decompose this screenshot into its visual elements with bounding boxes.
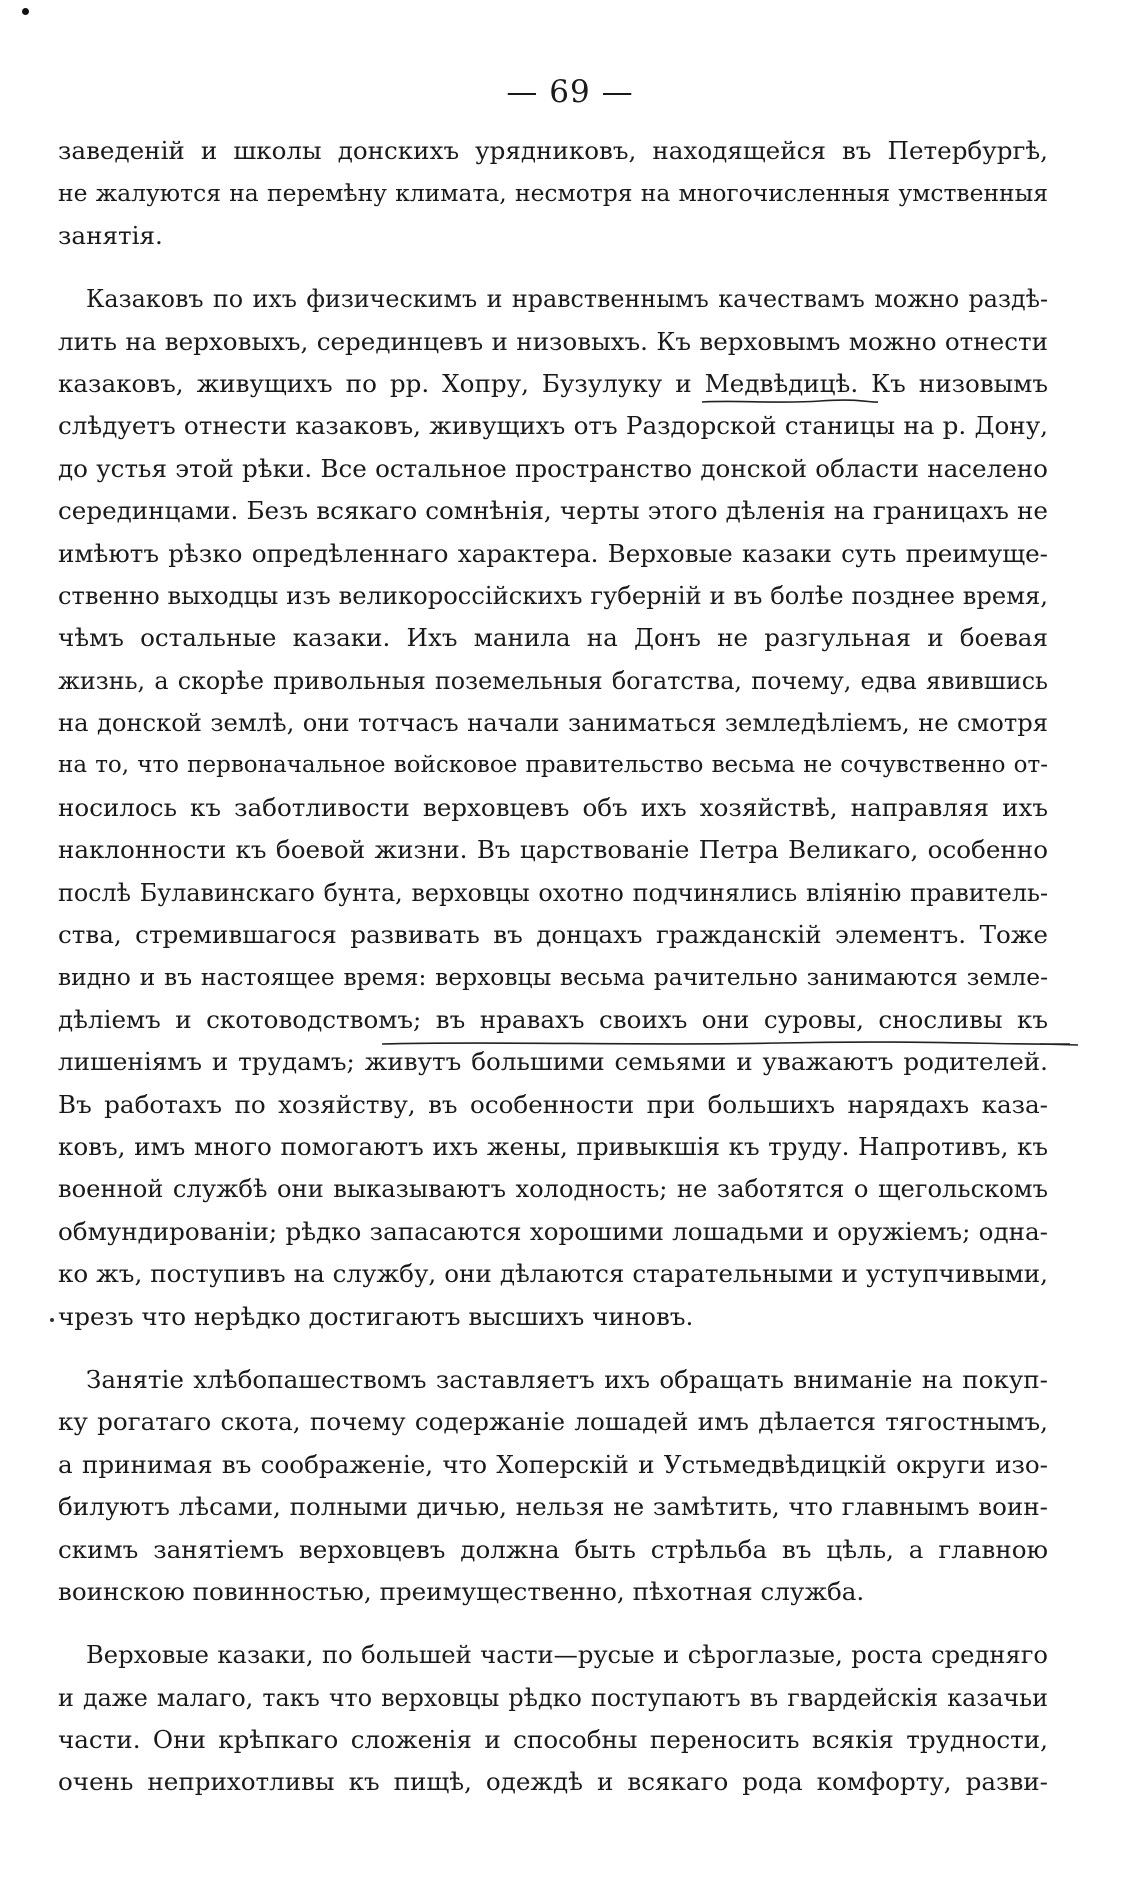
paragraph-2 <box>58 278 1048 1338</box>
page-number: — 69 — <box>506 74 634 110</box>
text-line: чѣмъ остальные казаки. Ихъ манила на Донъ не разгульная и боевая <box>58 623 1048 653</box>
text-line: на то, что первоначальное войсковое правительство весьма не сочувственно от- <box>58 752 1048 779</box>
text-line: очень неприхотливы къ пищѣ, одеждѣ и всякаго рода комфорту, разви- <box>58 1767 1048 1797</box>
text-line: занятія. <box>58 220 163 250</box>
text-line: Занятіе хлѣбопашествомъ заставляетъ ихъ обращать вниманіе на покуп- <box>86 1364 1048 1394</box>
text-line: лить на верховыхъ, серединцевъ и низовыхъ. Къ верховымъ можно отнести <box>58 326 1048 356</box>
text-line: а принимая въ соображеніе, что Хоперскій и Устьмедвѣдицкій округи изо- <box>58 1449 1048 1479</box>
text-line: наклонности къ боевой жизни. Въ царствованіе Петра Великаго, особенно <box>58 835 1048 865</box>
text-line: чрезъ что нерѣдко достигаютъ высшихъ чиновъ. <box>58 1301 694 1331</box>
text-line: части. Они крѣпкаго сложенія и способны переносить всякія трудности, <box>58 1725 1048 1755</box>
text-line: ку рогатаго скота, почему содержаніе лошадей имъ дѣлается тягостнымъ, <box>58 1407 1048 1437</box>
text-line: Казаковъ по ихъ физическимъ и нравственнымъ качествамъ можно раздѣ- <box>86 285 1048 314</box>
text-line: ковъ, имъ много помогаютъ ихъ жены, привыкшія къ труду. Напротивъ, къ <box>58 1131 1048 1161</box>
text-line: воинскою повинностью, преимущественно, пѣхотная служба. <box>58 1576 865 1606</box>
text-line: военной службѣ они выказываютъ холодность; не заботятся о щегольскомъ <box>58 1175 1048 1204</box>
body-text <box>58 130 1048 1804</box>
text-line: послѣ Булавинскаго бунта, верховцы охотно подчинялись вліянію правитель- <box>58 878 1048 907</box>
text-line: до устья этой рѣки. Все остальное пространство донской области населено <box>58 453 1048 483</box>
text-line: носилось къ заботливости верховцевъ объ ихъ хозяйствѣ, направляя ихъ <box>58 792 1048 822</box>
text-line: не жалуются на перемѣну климата, несмотря на многочисленныя умственныя <box>58 179 1048 208</box>
text-line: обмундированіи; рѣдко запасаются хорошими лошадьми и оружіемъ; одна- <box>58 1216 1048 1246</box>
text-line: видно и въ настоящее время: верховцы весьма рачительно занимаются земле- <box>58 963 1048 992</box>
text-line: Верховые казаки, по большей части—русые и сѣроглазые, роста средняго <box>86 1641 1048 1670</box>
text-line: жизнь, а скорѣе привольныя поземельныя богатства, почему, едва явившись <box>58 666 1048 695</box>
text-line: скимъ занятіемъ верховцевъ должна быть стрѣльба въ цѣль, а главною <box>58 1534 1048 1564</box>
text-line: ко жъ, поступивъ на службу, они дѣлаются старательными и уступчивыми, <box>58 1259 1048 1289</box>
text-line: и даже малаго, такъ что верховцы рѣдко поступаютъ въ гвардейскія казачьи <box>58 1683 1048 1712</box>
text-line: на донской землѣ, они тотчасъ начали заниматься земледѣліемъ, не смотря <box>58 709 1048 738</box>
text-line: Въ работахъ по хозяйству, въ особенности при большихъ нарядахъ каза- <box>58 1089 1048 1119</box>
text-line: билуютъ лѣсами, полными дичью, нельзя не замѣтить, что главнымъ воин- <box>58 1492 1048 1522</box>
text-line: казаковъ, живущихъ по рр. Хопру, Бузулуку и Медвѣдицѣ. Къ низовымъ <box>58 368 1048 398</box>
ink-dot <box>50 1318 54 1322</box>
paragraph-3 <box>58 1359 1048 1613</box>
text-line: имѣютъ рѣзко опредѣленнаго характера. Верховые казаки суть преимуще- <box>58 538 1048 568</box>
text-line: лишеніямъ и трудамъ; живутъ большими семьями и уважаютъ родителей. <box>58 1047 1048 1077</box>
text-line: ства, стремившагося развивать въ донцахъ гражданскій элементъ. Тоже <box>58 920 1048 950</box>
text-line: дѣліемъ и скотоводствомъ; въ нравахъ своихъ они суровы, сносливы къ <box>58 1004 1048 1034</box>
text-line: серединцами. Безъ всякаго сомнѣнія, черты этого дѣленія на границахъ не <box>58 496 1048 526</box>
text-line: ственно выходцы изъ великороссійскихъ губерній и въ болѣе позднее время, <box>58 581 1048 610</box>
text-line: слѣдуетъ отнести казаковъ, живущихъ отъ Раздорской станицы на р. Дону, <box>58 411 1048 441</box>
paragraph-4 <box>58 1634 1048 1804</box>
text-line: заведеній и школы донскихъ урядниковъ, находящейся въ Петербургѣ, <box>58 136 1048 165</box>
ink-spot <box>22 8 29 15</box>
paragraph-1 <box>58 130 1048 257</box>
